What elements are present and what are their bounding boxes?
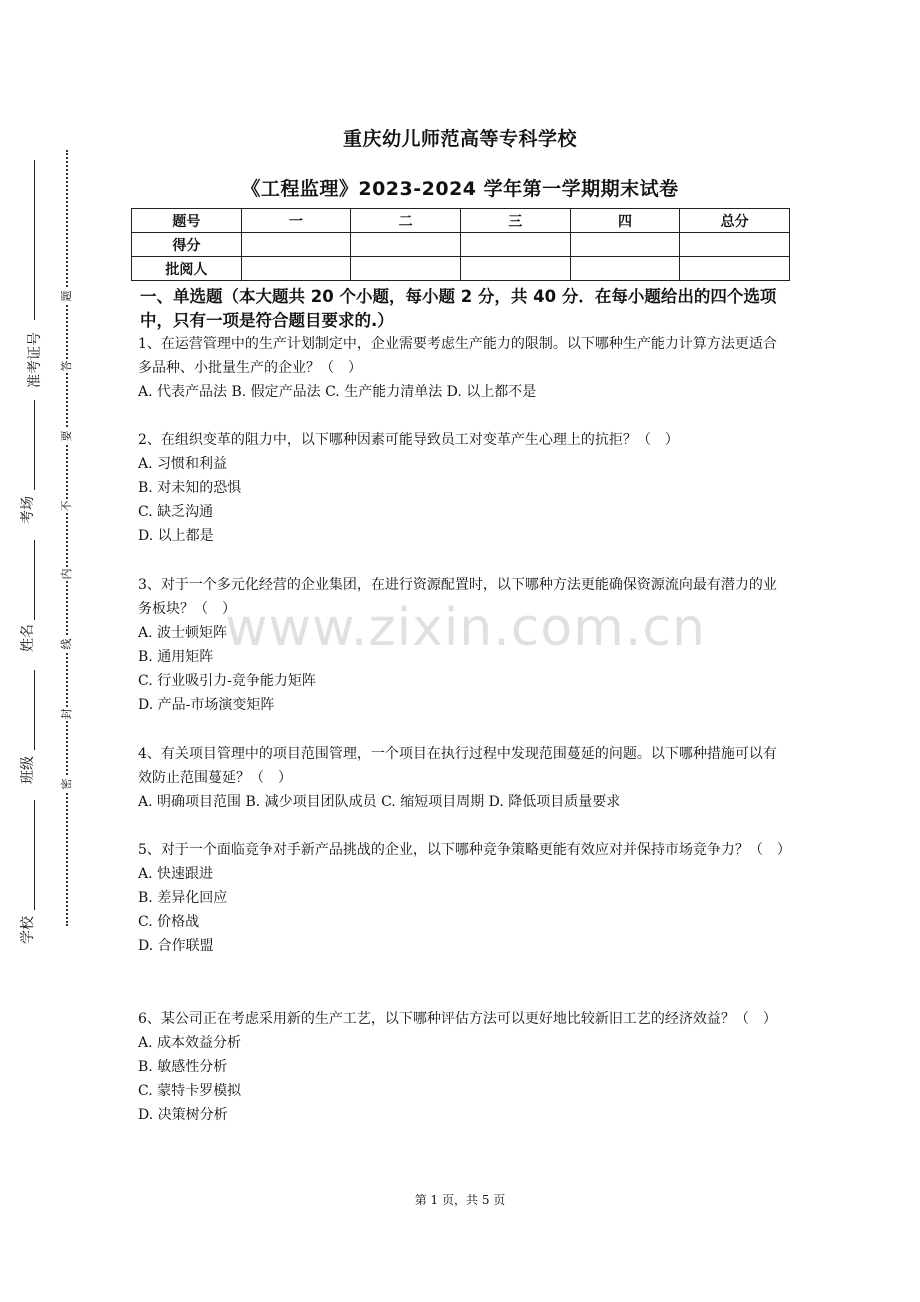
name-label: 姓名: [20, 624, 36, 652]
option-c: C. 缺乏沟通: [138, 504, 214, 520]
option-d: D. 以上都是: [138, 528, 214, 544]
question-options: A. 明确项目范围 B. 减少项目团队成员 C. 缩短项目周期 D. 降低项目质量要求: [138, 794, 621, 810]
exam-room-label: 考场: [20, 496, 36, 524]
option-b: B. 敏感性分析: [138, 1059, 228, 1075]
section-title: 一、单选题（本大题共 20 个小题，每小题 2 分，共 40 分．在每小题给出的四个选项中，只有一项是符合题目要求的.）: [140, 287, 777, 330]
question-options: A. 代表产品法 B. 假定产品法 C. 生产能力清单法 D. 以上都不是: [138, 384, 537, 400]
page-footer: 第 1 页，共 5 页: [414, 1193, 506, 1207]
score-cell[interactable]: [460, 233, 570, 257]
class-label: 班级: [20, 756, 36, 784]
col-header: 三: [460, 209, 570, 233]
seal-dotted-line: [66, 150, 68, 926]
question-stem: 2、在组织变革的阻力中，以下哪种因素可能导致员工对变革产生心理上的抗拒？（ ）: [138, 432, 679, 448]
table-row: [132, 233, 790, 257]
grader-cell[interactable]: [460, 257, 570, 281]
score-cell[interactable]: [241, 233, 351, 257]
question-stem: 6、某公司正在考虑采用新的生产工艺，以下哪种评估方法可以更好地比较新旧工艺的经济效益？（ ）: [138, 1011, 777, 1027]
school-label: 学校: [20, 916, 36, 944]
score-cell[interactable]: [680, 233, 790, 257]
grader-cell[interactable]: [570, 257, 680, 281]
table-row: [132, 257, 790, 281]
option-b: B. 差异化回应: [138, 890, 228, 906]
school-line: [34, 800, 35, 910]
exam-title: 《工程监理》2023-2024 学年第一学期期末试卷: [241, 178, 679, 200]
question-1: [138, 332, 790, 404]
school-title: 重庆幼儿师范高等专科学校: [342, 128, 577, 150]
seal-char: 密: [60, 778, 73, 790]
seal-char: 不: [60, 500, 73, 512]
question-3: [138, 573, 790, 717]
col-header: 题号: [132, 209, 242, 233]
option-d: D. 产品-市场演变矩阵: [138, 697, 275, 713]
option-d: D. 决策树分析: [138, 1107, 228, 1123]
option-c: C. 行业吸引力-竞争能力矩阵: [138, 673, 316, 689]
seal-char: 题: [60, 290, 73, 302]
grader-cell[interactable]: [680, 257, 790, 281]
row-header: 批阅人: [132, 257, 242, 281]
seal-char: 封: [60, 708, 73, 720]
watermark: www.zixin.com.cn: [225, 598, 706, 658]
question-stem: 1、在运营管理中的生产计划制定中，企业需要考虑生产能力的限制。以下哪种生产能力计算方法更适合多品种、小批量生产的企业？（ ）: [138, 336, 777, 376]
col-header: 一: [241, 209, 351, 233]
row-header: 得分: [132, 233, 242, 257]
col-header: 四: [570, 209, 680, 233]
option-c: C. 价格战: [138, 914, 200, 930]
option-b: B. 通用矩阵: [138, 649, 214, 665]
option-a: A. 习惯和利益: [138, 456, 228, 472]
name-line: [34, 540, 35, 620]
question-6: [138, 1007, 790, 1127]
option-a: A. 成本效益分析: [138, 1035, 242, 1051]
option-a: A. 波士顿矩阵: [138, 625, 228, 641]
score-table: [131, 208, 790, 281]
option-d: D. 合作联盟: [138, 938, 214, 954]
class-line: [34, 670, 35, 750]
score-cell[interactable]: [570, 233, 680, 257]
question-stem: 3、对于一个多元化经营的企业集团，在进行资源配置时，以下哪种方法更能确保资源流向最有潜力的业务板块？（ ）: [138, 577, 777, 617]
exam-room-line: [34, 400, 35, 490]
seal-char: 要: [60, 430, 73, 442]
option-a: A. 快速跟进: [138, 866, 214, 882]
col-header: 总分: [680, 209, 790, 233]
grader-cell[interactable]: [351, 257, 461, 281]
question-2: [138, 428, 790, 548]
seal-char: 答: [60, 360, 73, 372]
table-header-row: [132, 209, 790, 233]
question-stem: 4、有关项目管理中的项目范围管理，一个项目在执行过程中发现范围蔓延的问题。以下哪种措施可以有效防止范围蔓延？（ ）: [138, 746, 777, 786]
seal-char: 内: [60, 568, 73, 580]
score-cell[interactable]: [351, 233, 461, 257]
option-b: B. 对未知的恐惧: [138, 480, 242, 496]
seal-char: 线: [60, 638, 73, 650]
exam-number-label: 准考证号: [27, 332, 43, 388]
question-stem: 5、对于一个面临竞争对手新产品挑战的企业，以下哪种竞争策略更能有效应对并保持市场竞争力？（ ）: [138, 842, 791, 858]
question-5: [138, 838, 790, 958]
option-c: C. 蒙特卡罗模拟: [138, 1083, 242, 1099]
question-4: [138, 742, 790, 814]
grader-cell[interactable]: [241, 257, 351, 281]
col-header: 二: [351, 209, 461, 233]
